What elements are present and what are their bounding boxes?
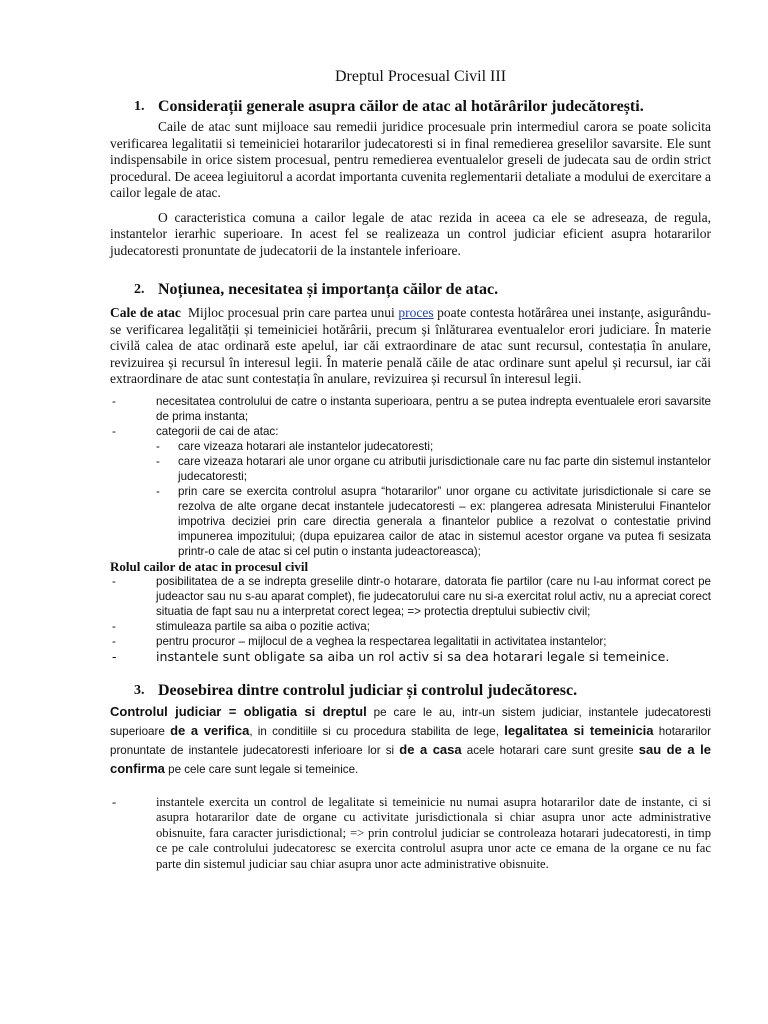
definition-text: pe care le au, intr-un sistem judiciar, instantele judecatoresti superioare	[110, 705, 711, 738]
list-item	[110, 619, 711, 634]
list-item	[110, 634, 711, 649]
section-1-number: 1.	[134, 99, 145, 114]
definition-bold-text: de a casa	[399, 741, 462, 757]
definition-text: , in conditiile si cu procedura stabilita de lege,	[249, 724, 499, 738]
list-item-text: prin care se exercita controlul asupra “hotararilor” unor organe cu activitate jurisdictionale si care se rezolva de alte organe decat instantele judecatoresti – ex: plangerea adresata Ministerului Finantelor impotriva deciziei prin care directia generala a finantelor publice a rezolvat o contestatie privind impunerea impozitului; (dupa epuizarea cailor de atac in sistemul acestor organe va putea fi sesizata printr-o cale de atac si cel putin o instanta judeactoreasca);	[178, 484, 711, 558]
list-item	[110, 394, 711, 424]
list-item	[110, 574, 711, 619]
categories-sublist	[156, 439, 711, 559]
section-2-number: 2.	[134, 282, 145, 297]
list-item-text: posibilitatea de a se indrepta greselile dintr-o hotarare, datorata fie partilor (care nu l-au informat corect pe judeactor sau nu s-au aparat complet), fie judecatorului care nu si-a exercitat rolul activ, nu a apreciat corect situatia de fapt sau nu a interpretat corect legea; => protectia dreptului subiectiv civil;	[156, 574, 711, 618]
section-3-bullet-list	[110, 795, 711, 873]
list-item-text: necesitatea controlului de catre o instanta superioara, pentru a se putea indrepta eventualele erori savarsite de prima instanta;	[156, 394, 711, 423]
list-item-text: care vizeaza hotarari ale instantelor judecatoresti;	[178, 439, 434, 453]
list-item	[156, 454, 711, 484]
definition-bold-text: Controlul judiciar = obligatia si dreptul	[110, 703, 367, 719]
list-item	[156, 439, 711, 454]
list-item-text: stimuleaza partile sa aiba o pozitie activa;	[156, 619, 370, 633]
list-item	[110, 424, 711, 559]
section-3-definition	[110, 703, 711, 779]
list-item	[110, 795, 711, 873]
section-1-heading	[110, 98, 711, 116]
section-2-heading-text: Noțiunea, necesitatea și importanța căilor de atac.	[158, 281, 499, 298]
role-bullet-list	[110, 574, 711, 664]
proces-link[interactable]: proces	[398, 305, 434, 320]
role-heading: Rolul cailor de atac in procesul civil	[110, 558, 309, 574]
list-item	[110, 649, 711, 664]
definition-text-before-link: Mijloc procesual prin care partea unui	[188, 305, 395, 320]
definition-text: hotararilor pronuntate de instantele judecatoresti inferioare lor si	[110, 724, 711, 757]
section-1-paragraph-1: Caile de atac sunt mijloace sau remedii juridice procesuale prin intermediul carora se poate solicita verificarea legalitatii si temeiniciei hotararilor judecatoresti si in final remedierea greselilor savarsite. Ele sunt indispensabile in orice sistem procesual, pentru remedierea eventualelor greseli de judecata sau de ordin strict procedural. De aceea legiuitorul a acordat importanta cuvenita reglementarii detaliate a modului de exercitare a cailor legale de atac.	[110, 119, 711, 200]
list-item-text: pentru procuror – mijlocul de a veghea la respectarea legalitatii in activitatea instantelor;	[156, 634, 607, 648]
list-item-text: instantele sunt obligate sa aiba un rol activ si sa dea hotarari legale si temeinice.	[156, 648, 670, 664]
list-item-text: instantele exercita un control de legalitate si temeinicie nu numai asupra hotararilor date de instante, ci si asupra hotararilor date de organe cu activitate jurisdictionala si chiar asupra unor acte administrative obisnuite, fara caracter jurisdictional; => prin controlul judiciar se controleaza hotarari judecatoresti, in timp ce pe cale controlului judecatoresc se exercita controlul asupra unor acte ce emana de la organe ce nu fac parte din sistemul judiciar sau chiar asupra unor acte administrative obisnuite.	[156, 794, 711, 871]
definition-text: acele hotarari care sunt gresite	[466, 743, 634, 757]
section-2-heading	[110, 281, 711, 299]
list-item-text: care vizeaza hotarari ale unor organe cu atributii jurisdictionale care nu fac parte din sistemul instantelor judecatoresti;	[178, 454, 711, 483]
definition-text: pe cele care sunt legale si temeinice.	[168, 762, 359, 776]
section-1-paragraph-2: O caracteristica comuna a cailor legale de atac rezida in aceea ca ele se adreseaza, de regula, instantelor ierarhic superioare. In acest fel se realizeaza un control judiciar eficient asupra hotararilor judecatoresti pronuntate de judecatorii de la instantele inferioare.	[110, 209, 711, 258]
section-3-heading-text: Deosebirea dintre controlul judiciar și controlul judecătoresc.	[158, 681, 578, 699]
section-3-number: 3.	[134, 682, 145, 698]
definition-bold-text: sau de a le confirma	[110, 741, 711, 776]
list-item	[156, 484, 711, 559]
definition-bold-text: legalitatea si temeinicia	[504, 722, 654, 738]
section-2-definition	[110, 305, 711, 388]
definition-term: Cale de atac	[110, 305, 181, 320]
section-3-heading	[110, 682, 711, 700]
list-item-text: categorii de cai de atac:	[156, 424, 279, 438]
section-2-bullet-list	[110, 394, 711, 559]
document-title: Dreptul Procesual Civil III	[334, 68, 507, 85]
section-1-heading-text: Considerații generale asupra căilor de atac al hotărârilor judecătorești.	[158, 98, 644, 115]
definition-bold-text: de a verifica	[170, 722, 250, 738]
definition-text-after-link: poate contesta hotărârea unei instanțe, asigurându-se verificarea legalității și temeiniciei hotărârii, precum și înlăturarea eventualelor erori judiciare. În materie civilă calea de atac ordinară este apelul, iar căi extraordinare de atac sunt recursul, contestația în anulare, revizuirea și recursul în interesul legii. În materie penală căile de atac ordinare sunt apelul și recursul, iar căi extraordinare de atac sunt contestația în anulare, revizuirea și recursul în interesul legii.	[110, 305, 712, 386]
